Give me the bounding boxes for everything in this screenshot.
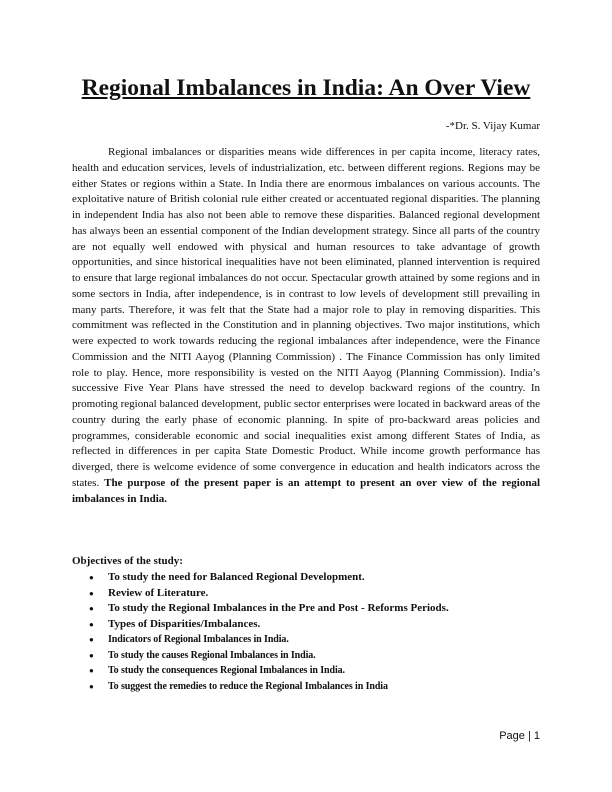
intro-paragraph [72, 145, 540, 507]
objective-item: ● To suggest the remedies to reduce the Regional Imbalances in India [72, 679, 540, 695]
objective-item: ● To study the causes Regional Imbalances in India. [72, 648, 540, 664]
intro-paragraph-text: Regional imbalances or disparities means wide differences in per capita income, literacy rates, health and education services, levels of industrialization, etc. between different regions. Regions may be either States or regions within a State. In India there are enormous imbalances on various accounts. The exploitative nature of British colonial rule either created or accentuated regional disparities. The planning in independent India has also not been able to remove these disparities. Balanced regional development has always been an essential component of the Indian development strategy. Since all parts of the country are not equally well endowed with physical and human resources to take advantage of growth opportunities, and since historical inequalities have not been eliminated, planned intervention is required to ensure that large regional imbalances do not occur. Spectacular growth attained by some regions and in some sectors in India, after independence, is in contrast to low levels of development still prevailing in many parts. Therefore, it was felt that the State had a major role to play in removing disparities. This commitment was reflected in the Constitution and in planning objectives. Two major institutions, which were expected to work towards reducing the regional imbalances after independence, were the Finance Commission and the NITI Aayog (Planning Commission) . The Finance Commission has only limited role to play. Hence, more responsibility is vested on the NITI Aayog (Planning Commission). India’s successive Five Year Plans have stressed the need to develop backward regions of the country. In promoting regional balanced development, public sector enterprises were located in backward areas of the country during the early phase of economic planning. In spite of pro-backward areas policies and programmes, considerable economic and social inequalities exist among different States of India, as reflected in differences in per capita State Domestic Product. While income growth performance has diverged, there is welcome evidence of some convergence in education and health indicators across the states. [72, 146, 540, 489]
objectives-list [72, 570, 540, 694]
page-number: Page | 1 [499, 730, 540, 742]
author-line: -*Dr. S. Vijay Kumar [445, 120, 540, 132]
objective-item: ● Types of Disparities/Imbalances. [72, 617, 540, 633]
document-title: Regional Imbalances in India: An Over View [81, 75, 531, 101]
objective-item: ● To study the need for Balanced Regional Development. [72, 570, 540, 586]
purpose-statement: The purpose of the present paper is an attempt to present an over view of the regional imbalances in India. [72, 476, 541, 505]
objective-item: ● Review of Literature. [72, 586, 540, 602]
objective-item: ● To study the consequences Regional Imbalances in India. [72, 663, 540, 679]
objective-item: ● Indicators of Regional Imbalances in India. [72, 632, 540, 648]
objective-item: ● To study the Regional Imbalances in the Pre and Post - Reforms Periods. [72, 601, 540, 617]
objectives-heading: Objectives of the study: [72, 555, 183, 567]
